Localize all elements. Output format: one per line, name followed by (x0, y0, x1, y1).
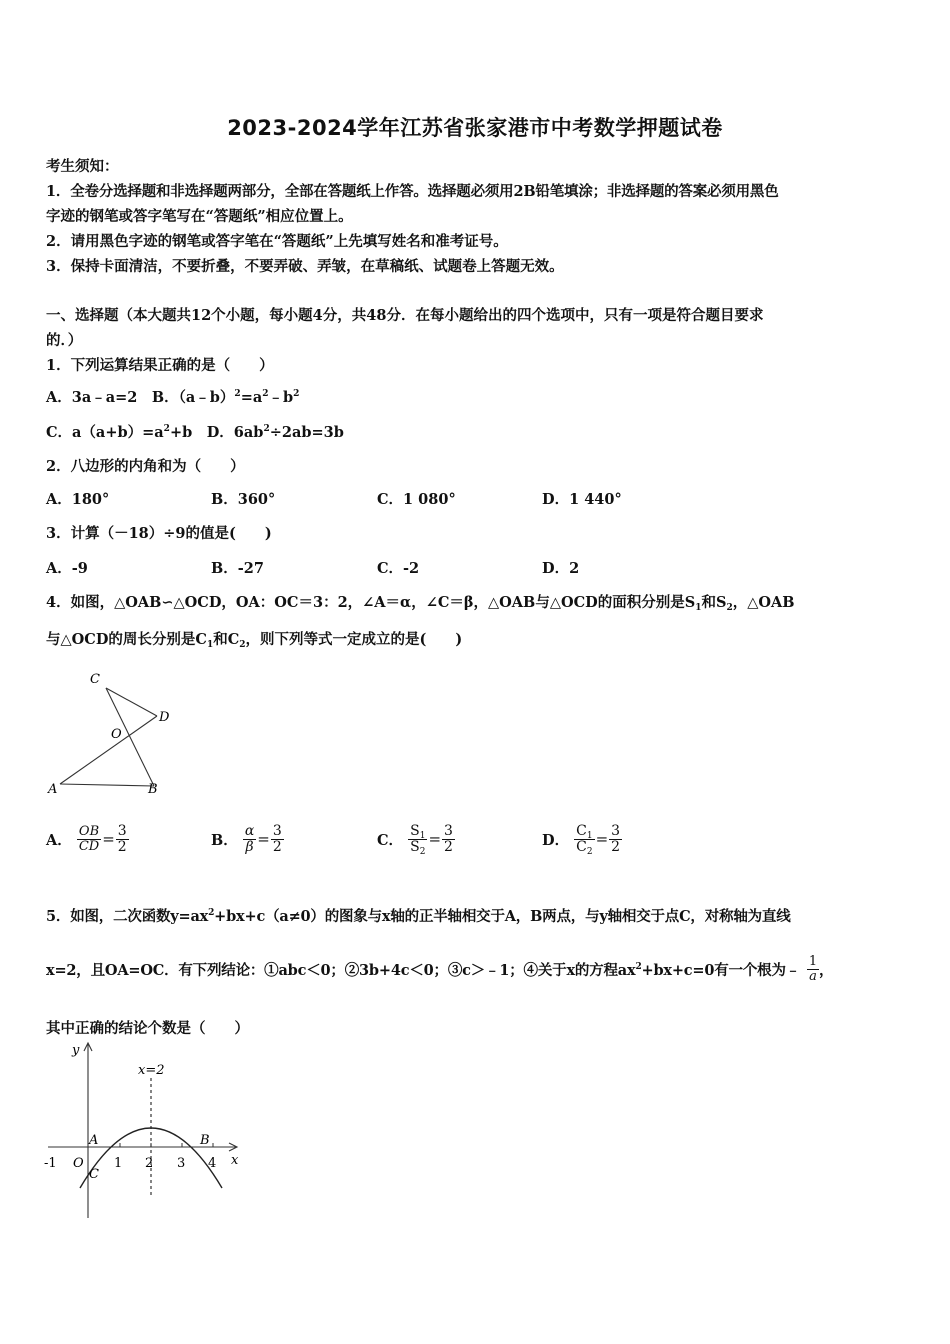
symmetry-axis-label: x=2 (138, 1063, 165, 1078)
label-a: A (48, 782, 58, 797)
label-o: O (111, 727, 122, 742)
point-c-label: C (89, 1167, 99, 1182)
tick-label-1: 1 (114, 1156, 123, 1171)
q3-stem: 3．计算（－18）÷9的值是( ) (46, 525, 272, 542)
q2-stem: 2．八边形的内角和为（ ） (46, 458, 245, 475)
q4-option-a: A． $\frac{OB}{CD}$ = $\frac{3}{2}$ (46, 823, 127, 855)
label-b: B (148, 782, 158, 797)
q2-option-d: D．1 440° (542, 491, 622, 508)
q1-stem: 1．下列运算结果正确的是（ ） (46, 357, 274, 374)
q5-parabola-graph (38, 1038, 248, 1224)
tick-label-3: 3 (177, 1156, 186, 1171)
label-d: D (159, 710, 170, 725)
q2-option-c: C．1 080° (377, 491, 456, 508)
q4-option-b: B． $\frac{\alpha}{\beta}$ = $\frac{3}{2}$ (211, 823, 282, 855)
notice-item-1-line-2: 字迹的钢笔或答字笔写在“答题纸”相应位置上。 (46, 208, 353, 225)
x-label: x (231, 1153, 239, 1168)
q5-stem-line-3: 其中正确的结论个数是（ ） (46, 1020, 249, 1037)
q3-option-a: A．-9 (46, 560, 88, 577)
notice-item-3: 3．保持卡面清洁，不要折叠，不要弄破、弄皱，在草稿纸、试题卷上答题无效。 (46, 258, 564, 275)
line-ab (60, 784, 154, 786)
q3-option-d: D．2 (542, 560, 580, 577)
q4-stem-line-1: 4．如图，△OAB∽△OCD，OA：OC＝3：2，∠A＝α，∠C＝β，△OAB与△OCD的面积分别是$S_1$和$S_2$，△OAB (46, 594, 795, 613)
origin-label: O (73, 1156, 84, 1171)
section-1-heading-line-1: 一、选择题（本大题共12个小题，每小题4分，共48分．在每小题给出的四个选项中，只有一项是符合题目要求 (46, 307, 764, 324)
point-b-label: B (200, 1133, 210, 1148)
q2-option-a: A．180° (46, 491, 110, 508)
notice-heading: 考生须知： (46, 158, 119, 175)
tick-label-2: 2 (145, 1156, 154, 1171)
point-a-label: A (89, 1133, 99, 1148)
tick-label-4: 4 (208, 1156, 217, 1171)
q5-stem-line-1: 5．如图，二次函数$y=ax^2+bx+c(a\ne 0)$的图象与x轴的正半轴相交于A，B两点，与y轴相交于点C，对称轴为直线 (46, 908, 791, 925)
y-label: y (72, 1043, 80, 1058)
q1-options-cd: C．$a(a+b)=a^2+b$ D．$6ab^2\div 2ab=3b$ (46, 424, 344, 441)
q3-option-c: C．-2 (377, 560, 420, 577)
q4-option-d: D． $\frac{C_1}{C_2}$ = $\frac{3}{2}$ (542, 823, 621, 857)
tick-label-neg1: -1 (44, 1156, 57, 1171)
q5-stem-line-2: x=2，且OA=OC．有下列结论：①abc＜0；②3b+4c＜0；③c＞﹣1；④关于x的方程$ax^2+bx+c=0$有一个根为﹣ $\frac{1}{a}$ ， (46, 954, 834, 984)
notice-item-1-line-1: 1．全卷分选择题和非选择题两部分，全部在答题纸上作答。选择题必须用2B铅笔填涂；非选择题的答案必须用黑色 (46, 183, 779, 200)
line-da (60, 716, 157, 784)
section-1-heading-line-2: 的．） (46, 332, 83, 349)
q3-option-b: B．-27 (211, 560, 264, 577)
q4-stem-line-2: 与△OCD的周长分别是$C_1$和$C_2$，则下列等式一定成立的是( ) (46, 631, 463, 650)
page-title: 2023-2024学年江苏省张家港市中考数学押题试卷 (227, 116, 723, 140)
q1-options-ab: A．3a﹣a=2 B．$(a﹣b)^2=a^2﹣b^2$ (46, 389, 300, 406)
q2-option-b: B．360° (211, 491, 276, 508)
line-cd (106, 688, 157, 716)
notice-item-2: 2．请用黑色字迹的钢笔或答字笔在“答题纸”上先填写姓名和准考证号。 (46, 233, 508, 250)
q4-option-c: C． $\frac{S_1}{S_2}$ = $\frac{3}{2}$ (377, 823, 453, 857)
label-c: C (90, 672, 100, 687)
q4-triangle-figure (42, 666, 182, 798)
